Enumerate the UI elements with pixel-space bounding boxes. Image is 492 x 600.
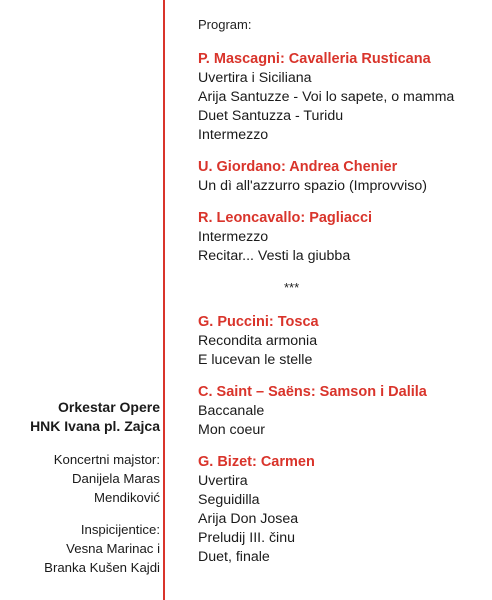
vertical-divider-line	[163, 0, 165, 600]
piece-title: R. Leoncavallo: Pagliacci	[198, 210, 373, 226]
piece-item: Uvertira i Siciliana	[198, 70, 312, 86]
piece-item: Uvertira	[198, 473, 248, 489]
piece-title: G. Bizet: Carmen	[198, 454, 315, 470]
piece-item: Arija Santuzze - Voi lo sapete, o mamma	[198, 89, 455, 105]
piece-title: U. Giordano: Andrea Chenier	[198, 159, 398, 175]
credit-label: Koncertni majstor:	[53, 452, 160, 467]
piece-item: Recondita armonia	[198, 333, 318, 349]
piece-item: Intermezzo	[198, 127, 269, 143]
piece-title: C. Saint – Saëns: Samson i Dalila	[198, 384, 427, 400]
credit-name: Mendiković	[94, 490, 160, 505]
piece-item: E lucevan le stelle	[198, 352, 313, 368]
piece-item: Seguidilla	[198, 492, 260, 508]
orchestra-line: Orkestar Opere	[58, 399, 160, 415]
piece-item: Arija Don Josea	[198, 511, 299, 527]
piece-item: Mon coeur	[198, 422, 266, 438]
piece-leoncavallo	[198, 209, 488, 266]
program-column	[198, 16, 488, 580]
credit-name: Branka Kušen Kajdi	[44, 560, 160, 575]
concertmaster-credit	[0, 450, 160, 507]
orchestra-name	[0, 398, 160, 436]
piece-saint-saens	[198, 383, 488, 440]
intermission-separator: ***	[284, 280, 300, 295]
piece-giordano	[198, 158, 488, 196]
piece-item: Duet, finale	[198, 549, 270, 565]
program-heading: Program:	[198, 17, 252, 32]
piece-bizet	[198, 453, 488, 567]
piece-item: Un dì all'azzurro spazio (Improvviso)	[198, 178, 427, 194]
piece-item: Preludij III. činu	[198, 530, 295, 546]
piece-item: Duet Santuzza - Turidu	[198, 108, 344, 124]
piece-puccini	[198, 313, 488, 370]
credit-label: Inspicijentice:	[80, 522, 160, 537]
orchestra-line: HNK Ivana pl. Zajca	[30, 418, 160, 434]
inspicients-credit	[0, 520, 160, 577]
piece-item: Baccanale	[198, 403, 265, 419]
piece-item: Intermezzo	[198, 229, 269, 245]
piece-item: Recitar... Vesti la giubba	[198, 248, 351, 264]
piece-title: P. Mascagni: Cavalleria Rusticana	[198, 51, 431, 67]
credit-name: Vesna Marinac i	[66, 541, 160, 556]
credits-column	[0, 398, 160, 590]
credit-name: Danijela Maras	[72, 471, 160, 486]
piece-title: G. Puccini: Tosca	[198, 314, 319, 330]
piece-mascagni	[198, 50, 488, 145]
